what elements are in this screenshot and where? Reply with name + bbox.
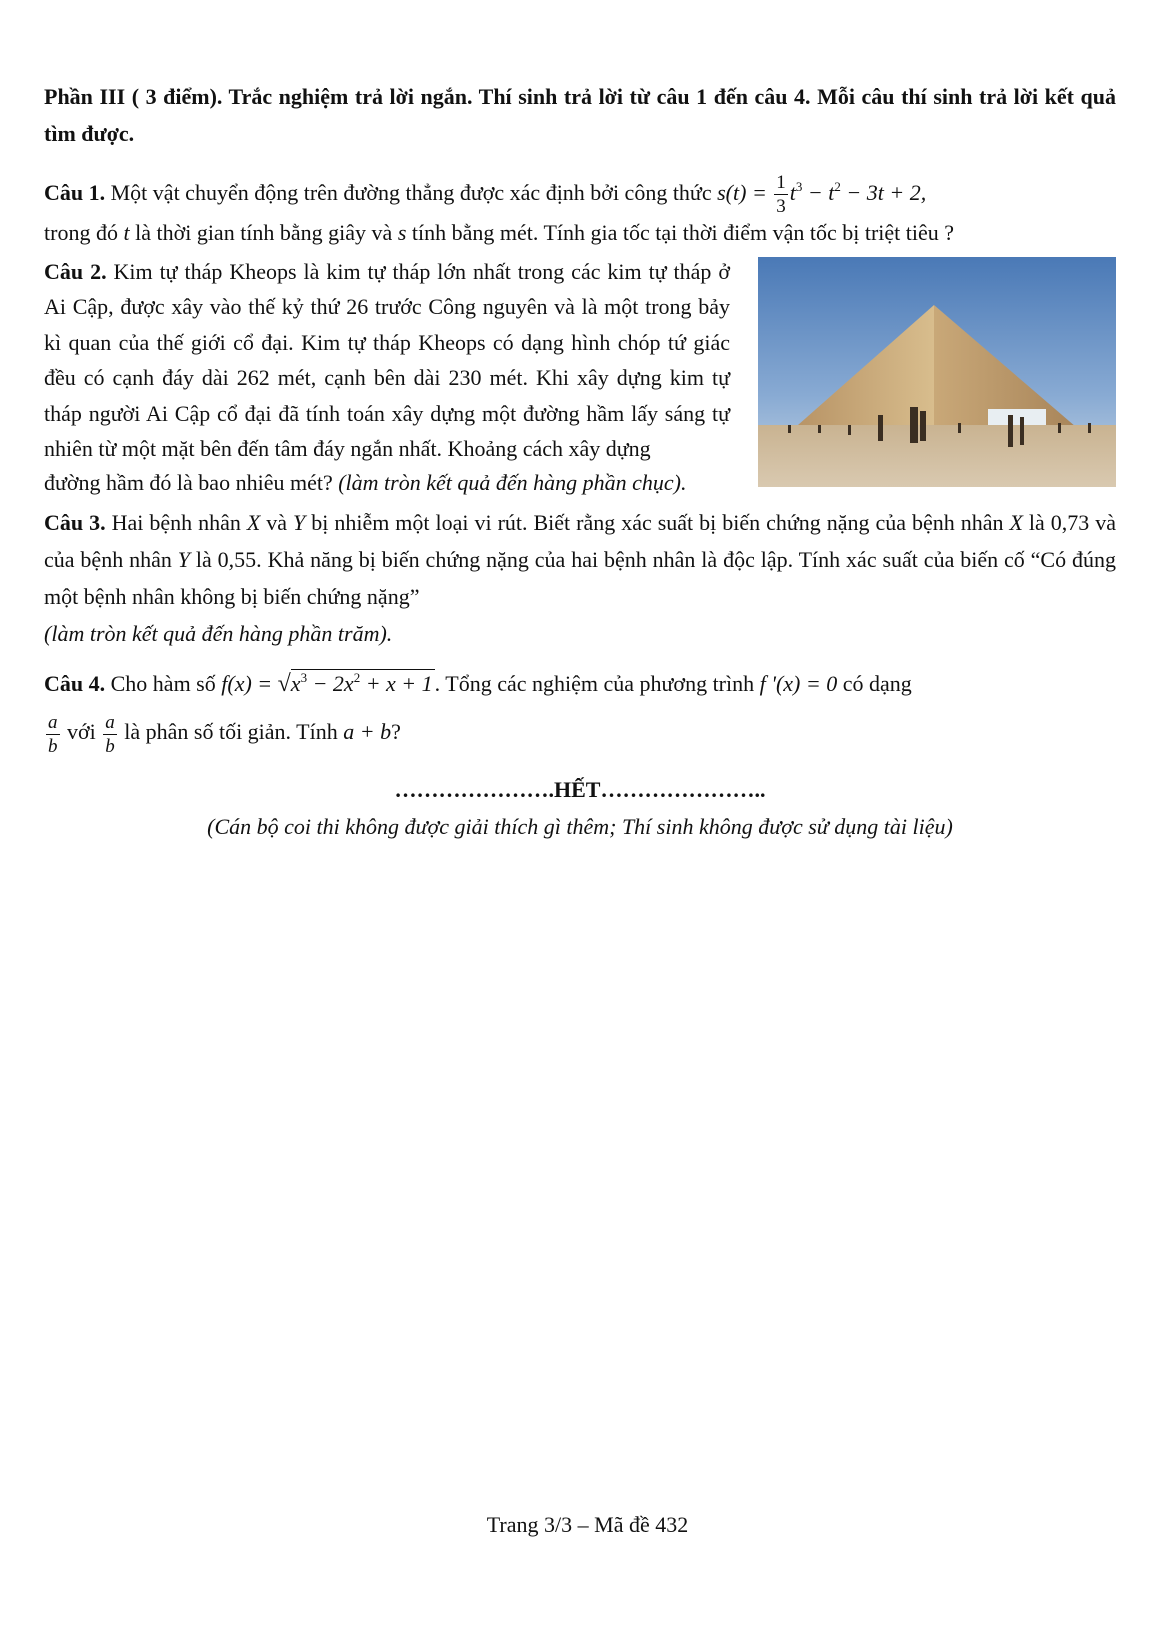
page-footer: Trang 3/3 – Mã đề 432	[486, 1512, 689, 1537]
pyramid-photo	[758, 257, 1116, 487]
end-line: ………………….HẾT…………………..	[394, 776, 766, 802]
question-2-tail: đường hầm đó là bao nhiêu mét? (làm tròn kết quả đến hàng phần chục).	[44, 470, 687, 496]
q4-sqrt: $√x^3 - 2x^2 + x + 1$	[277, 670, 433, 698]
question-1: Câu 1. Một vật chuyển động trên đường thẳng được xác định bởi công thức s(t) = $\frac{1}{3}$ $t^3 - t^2 - 3t + 2$,	[44, 172, 927, 218]
q4-fraction-ab: $\frac{a}{b}$	[48, 711, 58, 757]
question-3: Câu 3. Hai bệnh nhân X và Y bị nhiễm một loại vi rút. Biết rằng xác suất bị biến chứng nặng của bệnh nhân X là 0,73 và của bệnh nhân Y là 0,55. Khả năng bị biến chứng nặng của hai bệnh nhân là độc lập. Tính xác suất của biến cố “Có đúng một bệnh nhân không bị biến chứng nặng”	[44, 510, 1117, 610]
question-1-cont: trong đó t là thời gian tính bằng giây và s tính bằng mét. Tính gia tốc tại thời điểm vận tốc bị triệt tiêu ?	[44, 220, 955, 245]
q4-function: $f(x) = √x^3 - 2x^2 + x + 1$	[221, 671, 434, 696]
question-2: Câu 2. Kim tự tháp Kheops là kim tự tháp lớn nhất trong các kim tự tháp ở Ai Cập, được xây vào thế kỷ thứ 26 trước Công nguyên và là một trong bảy kì quan của thế giới cổ đại. Kim tự tháp Kheops có dạng hình chóp tứ giác đều có cạnh đáy dài 262 mét, cạnh bên dài 230 mét. Khi xây dựng kim tự tháp người Ai Cập cổ đại đã tính toán xây dựng một đường hầm lấy sáng tự nhiên từ một mặt bên đến tâm đáy ngắn nhất. Khoảng cách xây dựng	[44, 259, 731, 462]
part-heading: Phần III ( 3 điểm). Trắc nghiệm trả lời ngắn. Thí sinh trả lời từ câu 1 đến câu 4. Mỗi câu thí sinh trả lời kết quả tìm được.	[44, 84, 1116, 146]
question-3-note: (làm tròn kết quả đến hàng phần trăm).	[44, 621, 393, 647]
question-4-label: Câu 4.	[44, 671, 106, 697]
q4-fraction-ab-2: $\frac{a}{b}$	[105, 711, 115, 757]
question-2-block	[44, 254, 1116, 500]
q1-formula: s(t) = $\frac{1}{3}$ $t^3 - t^2 - 3t + 2$,	[717, 172, 927, 218]
question-3-label: Câu 3.	[44, 510, 106, 536]
exam-page	[44, 78, 1116, 842]
proctor-note: (Cán bộ coi thi không được giải thích gì thêm; Thí sinh không được sử dụng tài liệu)	[207, 813, 953, 839]
question-4-cont: $\frac{a}{b}$ với $\frac{a}{b}$ là phân số tối giản. Tính a + b?	[48, 711, 401, 757]
question-4: Câu 4. Cho hàm số $f(x) = √x^3 - 2x^2 + x + 1$. Tổng các nghiệm của phương trình f '(x) = 0 có dạng	[44, 658, 1116, 704]
q1-fraction: $\frac{1}{3}$	[776, 172, 786, 218]
question-1-label: Câu 1.	[44, 180, 106, 205]
question-2-label: Câu 2.	[44, 259, 107, 284]
